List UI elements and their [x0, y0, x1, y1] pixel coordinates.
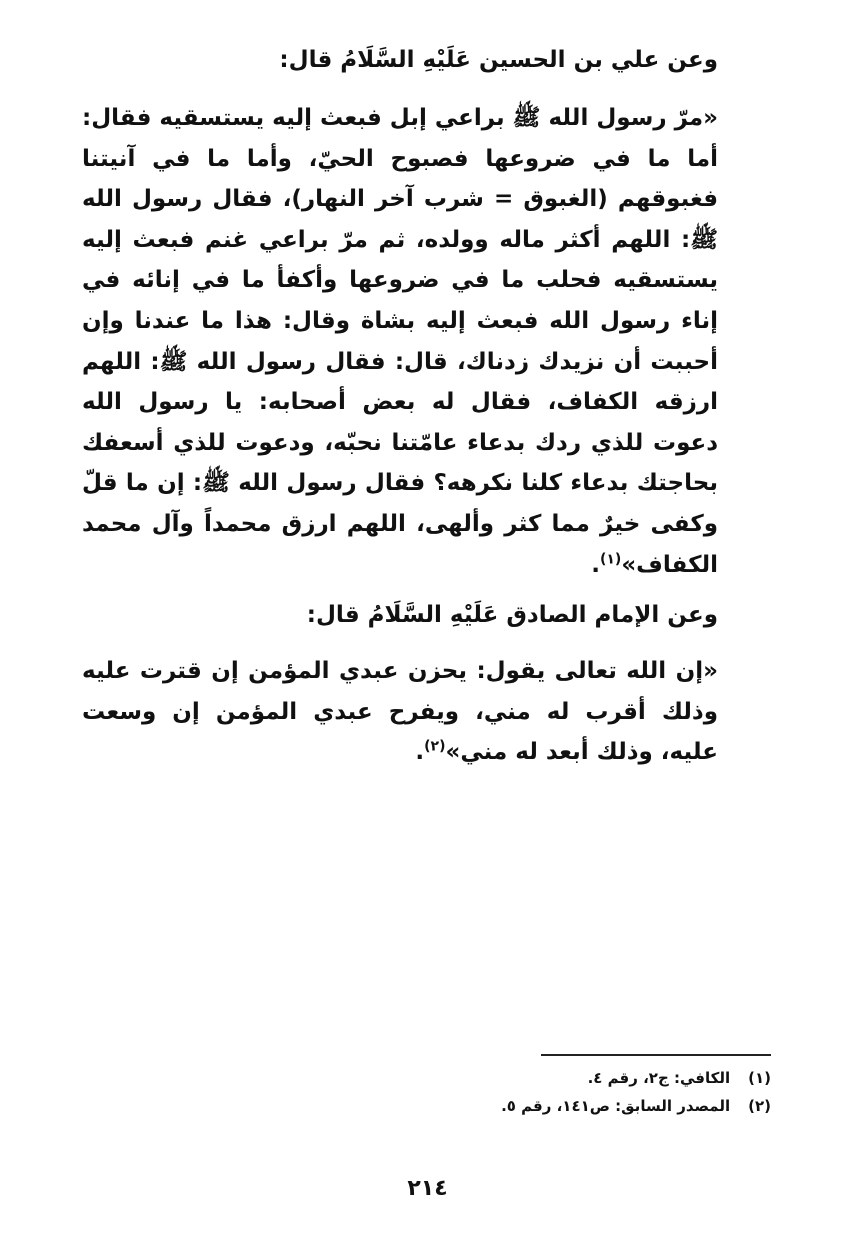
page-number: ٢١٤	[407, 1176, 448, 1201]
footnote-number: (٢)	[748, 1097, 771, 1115]
page-body	[82, 40, 718, 783]
footnote-text: المصدر السابق: ص١٤١، رقم ٥.	[501, 1097, 731, 1115]
intro-text: وعن الإمام الصادق عَلَيْهِ السَّلَامُ قال:	[306, 602, 718, 629]
end-mark: .	[591, 551, 600, 578]
narration-intro-imam-sadiq	[82, 595, 718, 635]
footnote-separator	[541, 1054, 771, 1056]
footnote-text: الكافي: ج٢، رقم ٤.	[587, 1069, 731, 1087]
hadith-quote-1	[82, 98, 718, 585]
intro-text: وعن علي بن الحسين عَلَيْهِ السَّلَامُ قال:	[279, 47, 718, 73]
quote-text: «مرّ رسول الله ﷺ براعي إبل فبعث إليه يستسقيه فقال: أما ما في ضروعها فصبوح الحيّ، وأما ما في آنيتنا فغبوقهم (الغبوق = شرب آخر النهار)، فقال رسول الله ﷺ: اللهم أكثر ماله وولده، ثم مرّ براعي غنم فبعث إليه يستسقيه فحلب ما في ضروعها وأكفأ ما في إنائه في إناء رسول الله فبعث إليه بشاة وقال: هذا ما عندنا وإن أحببت أن نزيدك زدناك، قال: فقال رسول الله ﷺ: اللهم ارزقه الكفاف، فقال له بعض أصحابه: يا رسول الله دعوت للذي ردك بدعاء عامّتنا نحبّه، ودعوت للذي أسعفك بحاجتك بدعاء كلنا نكرهه؟ فقال رسول الله ﷺ: إن ما قلّ وكفى خيرٌ مما كثر وألهى، اللهم ارزق محمداً وآل محمد الكفاف»	[82, 105, 718, 578]
hadith-quote-2	[82, 651, 718, 773]
footnote-2	[371, 1092, 771, 1120]
end-mark: .	[415, 739, 425, 766]
quote-text: «إن الله تعالى يقول: يحزن عبدي المؤمن إن قترت عليه وذلك أقرب له مني، ويفرح عبدي المؤمن إن وسعت عليه، وذلك أبعد له مني»	[82, 658, 718, 766]
footnote-reference-2[interactable]: (٢)	[424, 738, 446, 755]
footnote-1	[371, 1064, 771, 1092]
footnotes	[371, 1064, 771, 1120]
footnote-number: (١)	[748, 1069, 771, 1087]
narration-intro-ali-ibn-al-husayn	[82, 40, 718, 80]
footnote-reference-1[interactable]: (١)	[599, 550, 622, 567]
